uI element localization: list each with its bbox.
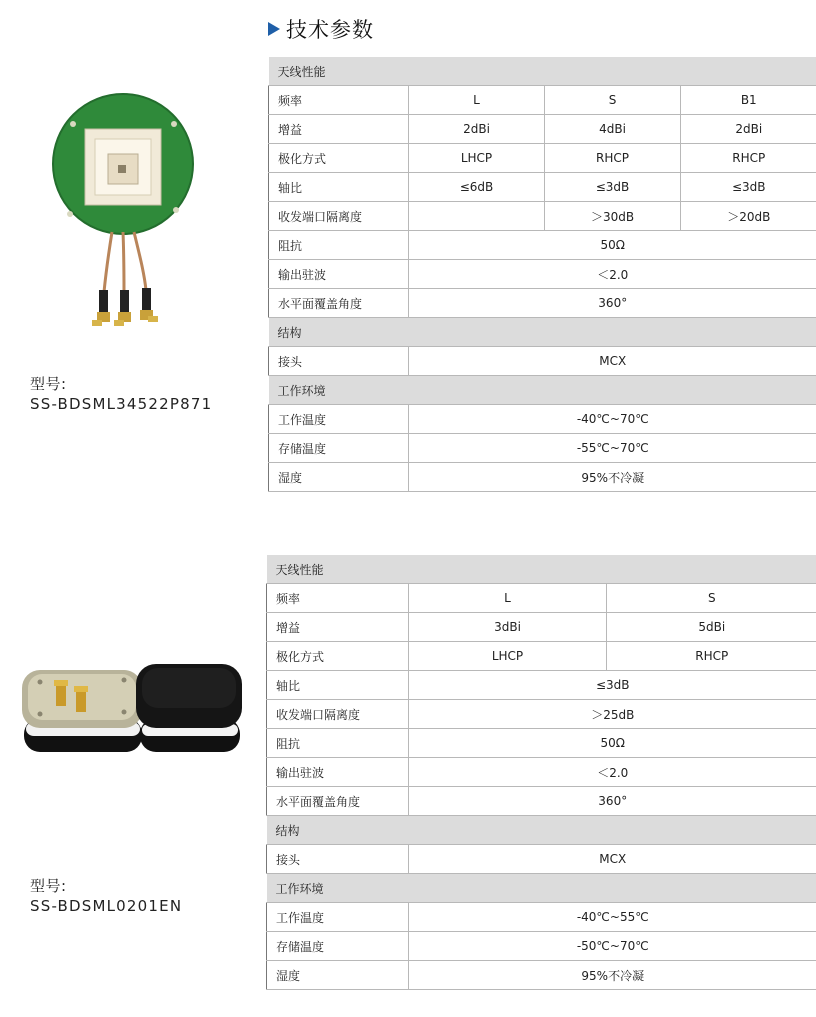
cell-value (409, 202, 545, 231)
row-label: 湿度 (269, 463, 409, 492)
spec-table-1 (268, 57, 816, 492)
table-row-gain (267, 613, 816, 642)
cell-value: L (409, 584, 607, 613)
row-label: 阻抗 (267, 729, 409, 758)
cell-value: LHCP (409, 642, 607, 671)
table-row-vswr (269, 260, 816, 289)
heading-text: 技术参数 (286, 18, 374, 42)
cell-value: 95%不冷凝 (409, 961, 816, 990)
row-label: 工作温度 (267, 903, 409, 932)
cell-value: B1 (681, 86, 816, 115)
cell-value: -40℃~55℃ (409, 903, 816, 932)
row-label: 频率 (267, 584, 409, 613)
cell-value: ≤3dB (409, 671, 816, 700)
cell-value: ≤3dB (681, 173, 816, 202)
triangle-bullet-icon (268, 22, 280, 36)
table-row-isolation (269, 202, 816, 231)
table-row-operating-temp (267, 903, 816, 932)
table-row-connector (267, 845, 816, 874)
cell-value: 360° (409, 787, 816, 816)
table-row-gain (269, 115, 816, 144)
row-label: 收发端口隔离度 (267, 700, 409, 729)
table-row-polarization (267, 642, 816, 671)
row-label: 收发端口隔离度 (269, 202, 409, 231)
cell-value: 2dBi (681, 115, 816, 144)
section-row-performance (267, 555, 816, 584)
cell-value: ＞30dB (545, 202, 681, 231)
row-label: 增益 (267, 613, 409, 642)
cell-value: ＜2.0 (409, 758, 816, 787)
cell-value: MCX (409, 347, 816, 376)
cell-value: 360° (409, 289, 816, 318)
cell-value: S (607, 584, 816, 613)
row-label: 接头 (269, 347, 409, 376)
section-label: 工作环境 (269, 376, 816, 405)
model-block-1 (30, 374, 212, 414)
table-row-impedance (269, 231, 816, 260)
section-row-structure (269, 318, 816, 347)
cell-value: ＞20dB (681, 202, 816, 231)
section-heading (268, 14, 374, 44)
row-label: 湿度 (267, 961, 409, 990)
model-number: SS-BDSML34522P871 (30, 395, 213, 413)
model-block-2 (30, 876, 182, 916)
section-row-performance (269, 57, 816, 86)
table-row-frequency (269, 86, 816, 115)
section-label: 结构 (269, 318, 816, 347)
table-row-axial-ratio (269, 173, 816, 202)
cell-value: 4dBi (545, 115, 681, 144)
table-row-operating-temp (269, 405, 816, 434)
product-photo-puck-antennas (18, 660, 246, 764)
row-label: 轴比 (269, 173, 409, 202)
cell-value: 50Ω (409, 231, 816, 260)
cell-value: 50Ω (409, 729, 816, 758)
model-number: SS-BDSML0201EN (30, 897, 183, 915)
cell-value: ≤6dB (409, 173, 545, 202)
row-label: 工作温度 (269, 405, 409, 434)
table-row-vswr (267, 758, 816, 787)
cell-value: ≤3dB (545, 173, 681, 202)
table-row-polarization (269, 144, 816, 173)
row-label: 轴比 (267, 671, 409, 700)
cell-value: S (545, 86, 681, 115)
table-row-storage-temp (269, 434, 816, 463)
cell-value: 95%不冷凝 (409, 463, 816, 492)
cell-value: 3dBi (409, 613, 607, 642)
cell-value: -50℃~70℃ (409, 932, 816, 961)
row-label: 极化方式 (269, 144, 409, 173)
section-row-environment (267, 874, 816, 903)
row-label: 阻抗 (269, 231, 409, 260)
section-row-structure (267, 816, 816, 845)
table-row-connector (269, 347, 816, 376)
section-label: 工作环境 (267, 874, 816, 903)
table-row-humidity (267, 961, 816, 990)
cell-value: -55℃~70℃ (409, 434, 816, 463)
cell-value: -40℃~70℃ (409, 405, 816, 434)
model-label: 型号: (30, 877, 67, 895)
table-row-coverage (267, 787, 816, 816)
table-row-isolation (267, 700, 816, 729)
cell-value: 5dBi (607, 613, 816, 642)
table-row-humidity (269, 463, 816, 492)
table-row-impedance (267, 729, 816, 758)
cell-value: L (409, 86, 545, 115)
row-label: 水平面覆盖角度 (269, 289, 409, 318)
spec-table-2 (266, 555, 816, 990)
cell-value: LHCP (409, 144, 545, 173)
row-label: 存储温度 (267, 932, 409, 961)
cell-value: RHCP (681, 144, 816, 173)
row-label: 输出驻波 (267, 758, 409, 787)
row-label: 频率 (269, 86, 409, 115)
table-row-axial-ratio (267, 671, 816, 700)
cell-value: MCX (409, 845, 816, 874)
row-label: 增益 (269, 115, 409, 144)
cell-value: RHCP (607, 642, 816, 671)
table-row-coverage (269, 289, 816, 318)
cell-value: 2dBi (409, 115, 545, 144)
row-label: 极化方式 (267, 642, 409, 671)
section-label: 天线性能 (267, 555, 816, 584)
row-label: 存储温度 (269, 434, 409, 463)
section-label: 天线性能 (269, 57, 816, 86)
section-row-environment (269, 376, 816, 405)
table-row-storage-temp (267, 932, 816, 961)
cell-value: RHCP (545, 144, 681, 173)
row-label: 输出驻波 (269, 260, 409, 289)
model-label: 型号: (30, 375, 67, 393)
cell-value: ＞25dB (409, 700, 816, 729)
row-label: 水平面覆盖角度 (267, 787, 409, 816)
cell-value: ＜2.0 (409, 260, 816, 289)
product-photo-round-antenna (48, 92, 198, 342)
row-label: 接头 (267, 845, 409, 874)
table-row-frequency (267, 584, 816, 613)
section-label: 结构 (267, 816, 816, 845)
